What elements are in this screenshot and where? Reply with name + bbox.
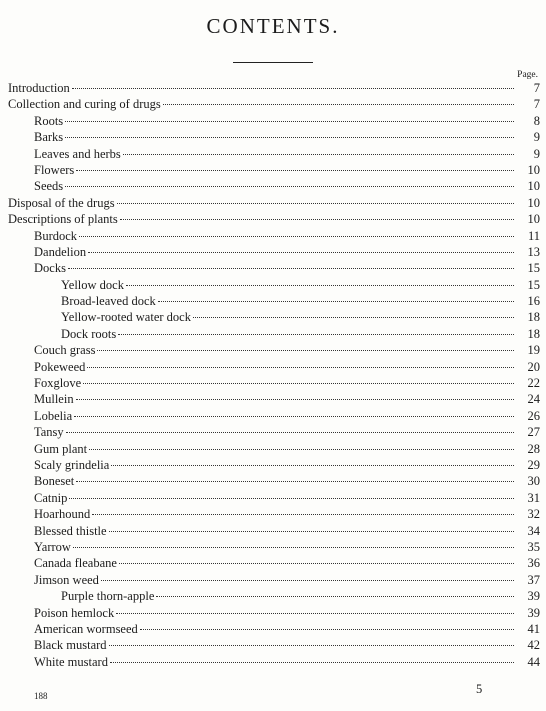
dot-leader <box>109 645 514 646</box>
toc-entry-label: Lobelia <box>34 408 73 423</box>
toc-entry-label: Yellow dock <box>61 277 124 292</box>
toc-entry-label: Blessed thistle <box>34 523 107 538</box>
toc-entry-label: Docks <box>34 261 66 276</box>
toc-entry-label: Introduction <box>8 81 70 95</box>
toc-entry-label: Leaves and herbs <box>34 146 121 161</box>
toc-entry <box>8 523 540 539</box>
dot-leader <box>76 170 514 171</box>
toc-entry-page: 8 <box>533 113 540 128</box>
toc-entry <box>8 490 540 506</box>
toc-entry-page: 7 <box>533 97 540 112</box>
dot-leader <box>88 252 514 253</box>
dot-leader <box>76 481 514 482</box>
toc-entry-page: 39 <box>527 605 540 620</box>
toc-entry-page: 11 <box>527 228 540 243</box>
toc-entry-page: 15 <box>527 277 540 292</box>
toc-entry <box>8 654 540 670</box>
toc-entry <box>8 178 540 194</box>
toc-entry <box>8 96 540 112</box>
toc-entry <box>8 605 540 621</box>
toc-entry-page: 34 <box>527 523 540 538</box>
toc-entry-label: Canada fleabane <box>34 556 117 571</box>
dot-leader <box>120 219 514 220</box>
toc-entry-page: 19 <box>527 343 540 358</box>
dot-leader <box>117 203 514 204</box>
toc-entry-page: 9 <box>533 130 540 145</box>
dot-leader <box>74 416 514 417</box>
toc-entry-page: 18 <box>527 310 540 325</box>
toc-entry-label: American wormseed <box>34 621 138 636</box>
toc-entry <box>8 359 540 375</box>
dot-leader <box>76 399 514 400</box>
toc-entry <box>8 408 540 424</box>
toc-entry-label: Mullein <box>34 392 74 407</box>
toc-entry-page: 10 <box>527 212 540 227</box>
table-of-contents <box>8 80 540 670</box>
toc-entry-page: 15 <box>527 261 540 276</box>
toc-entry <box>8 424 540 440</box>
dot-leader <box>65 121 514 122</box>
dot-leader <box>87 367 514 368</box>
dot-leader <box>92 514 514 515</box>
toc-entry <box>8 309 540 325</box>
dot-leader <box>140 629 514 630</box>
toc-entry <box>8 277 540 293</box>
toc-entry-page: 27 <box>527 425 540 440</box>
toc-entry-page: 20 <box>527 359 540 374</box>
dot-leader <box>68 268 514 269</box>
toc-entry-label: Tansy <box>34 425 64 440</box>
toc-entry-page: 16 <box>527 294 540 309</box>
dot-leader <box>97 350 514 351</box>
toc-entry <box>8 391 540 407</box>
dot-leader <box>79 236 514 237</box>
toc-entry-label: Jimson weed <box>34 572 99 587</box>
toc-entry <box>8 637 540 653</box>
toc-entry-label: Yellow-rooted water dock <box>61 310 191 325</box>
toc-entry-label: Scaly grindelia <box>34 457 110 472</box>
toc-entry-page: 42 <box>527 638 540 653</box>
toc-entry-page: 35 <box>527 539 540 554</box>
toc-entry <box>8 342 540 358</box>
toc-entry-label: Burdock <box>34 228 78 243</box>
dot-leader <box>83 383 514 384</box>
toc-entry <box>8 539 540 555</box>
toc-entry <box>8 113 540 129</box>
toc-entry <box>8 473 540 489</box>
dot-leader <box>89 449 514 450</box>
title-rule <box>233 62 313 63</box>
toc-entry-label: Pokeweed <box>34 359 86 374</box>
toc-entry <box>8 228 540 244</box>
toc-entry-label: Flowers <box>34 162 75 177</box>
toc-entry-page: 28 <box>527 441 540 456</box>
toc-entry-label: White mustard <box>34 654 108 669</box>
toc-entry-page: 10 <box>527 179 540 194</box>
toc-entry <box>8 457 540 473</box>
toc-entry-label: Yarrow <box>34 539 71 554</box>
toc-entry-page: 31 <box>527 490 540 505</box>
dot-leader <box>73 547 514 548</box>
dot-leader <box>66 432 514 433</box>
toc-entry <box>8 572 540 588</box>
dot-leader <box>111 465 514 466</box>
dot-leader <box>72 88 514 89</box>
dot-leader <box>110 662 514 663</box>
toc-entry-page: 32 <box>527 507 540 522</box>
toc-entry <box>8 162 540 178</box>
toc-entry-page: 44 <box>527 654 540 669</box>
toc-entry-page: 7 <box>533 81 540 95</box>
toc-entry-label: Couch grass <box>34 343 96 358</box>
toc-entry-label: Catnip <box>34 490 68 505</box>
toc-entry-page: 36 <box>527 556 540 571</box>
toc-entry <box>8 621 540 637</box>
page-number: 5 <box>476 682 483 696</box>
toc-entry-page: 10 <box>527 162 540 177</box>
dot-leader <box>126 285 514 286</box>
dot-leader <box>109 531 514 532</box>
toc-entry-page: 41 <box>527 621 540 636</box>
toc-entry-label: Seeds <box>34 179 64 194</box>
toc-entry <box>8 260 540 276</box>
toc-entry-label: Dandelion <box>34 244 87 259</box>
toc-entry-page: 18 <box>527 326 540 341</box>
toc-entry <box>8 80 540 96</box>
page-column-header: Page. <box>517 70 538 80</box>
toc-entry-label: Hoarhound <box>34 507 91 522</box>
toc-entry-page: 30 <box>527 474 540 489</box>
toc-entry-label: Barks <box>34 130 64 145</box>
toc-entry-label: Gum plant <box>34 441 88 456</box>
toc-entry <box>8 588 540 604</box>
dot-leader <box>69 498 514 499</box>
toc-entry-label: Disposal of the drugs <box>8 195 115 210</box>
toc-entry <box>8 506 540 522</box>
dot-leader <box>65 137 514 138</box>
dot-leader <box>65 186 514 187</box>
dot-leader <box>158 301 514 302</box>
toc-entry-label: Descriptions of plants <box>8 212 118 227</box>
dot-leader <box>101 580 514 581</box>
toc-entry-label: Purple thorn-apple <box>61 589 155 604</box>
toc-entry-label: Dock roots <box>61 326 117 341</box>
toc-entry <box>8 375 540 391</box>
toc-entry-page: 24 <box>527 392 540 407</box>
toc-entry-page: 10 <box>527 195 540 210</box>
toc-entry-label: Broad-leaved dock <box>61 294 156 309</box>
signature-mark: 188 <box>34 691 48 701</box>
toc-entry-label: Roots <box>34 113 64 128</box>
toc-entry-page: 29 <box>527 457 540 472</box>
toc-entry-label: Black mustard <box>34 638 107 653</box>
dot-leader <box>118 334 514 335</box>
toc-entry <box>8 441 540 457</box>
toc-entry <box>8 555 540 571</box>
toc-entry-label: Collection and curing of drugs <box>8 97 161 112</box>
toc-entry-label: Foxglove <box>34 376 82 391</box>
toc-entry <box>8 326 540 342</box>
toc-entry-page: 37 <box>527 572 540 587</box>
toc-entry-page: 39 <box>527 589 540 604</box>
toc-entry <box>8 211 540 227</box>
dot-leader <box>156 596 514 597</box>
toc-entry-page: 9 <box>533 146 540 161</box>
toc-entry <box>8 293 540 309</box>
dot-leader <box>119 563 514 564</box>
toc-entry <box>8 244 540 260</box>
toc-entry <box>8 195 540 211</box>
dot-leader <box>123 154 514 155</box>
toc-entry <box>8 146 540 162</box>
toc-entry-page: 22 <box>527 376 540 391</box>
toc-entry-page: 26 <box>527 408 540 423</box>
toc-entry-label: Poison hemlock <box>34 605 115 620</box>
toc-entry <box>8 129 540 145</box>
toc-entry-page: 13 <box>527 244 540 259</box>
dot-leader <box>193 317 514 318</box>
page-title: CONTENTS. <box>206 14 340 38</box>
dot-leader <box>116 613 514 614</box>
dot-leader <box>163 104 514 105</box>
toc-entry-label: Boneset <box>34 474 75 489</box>
